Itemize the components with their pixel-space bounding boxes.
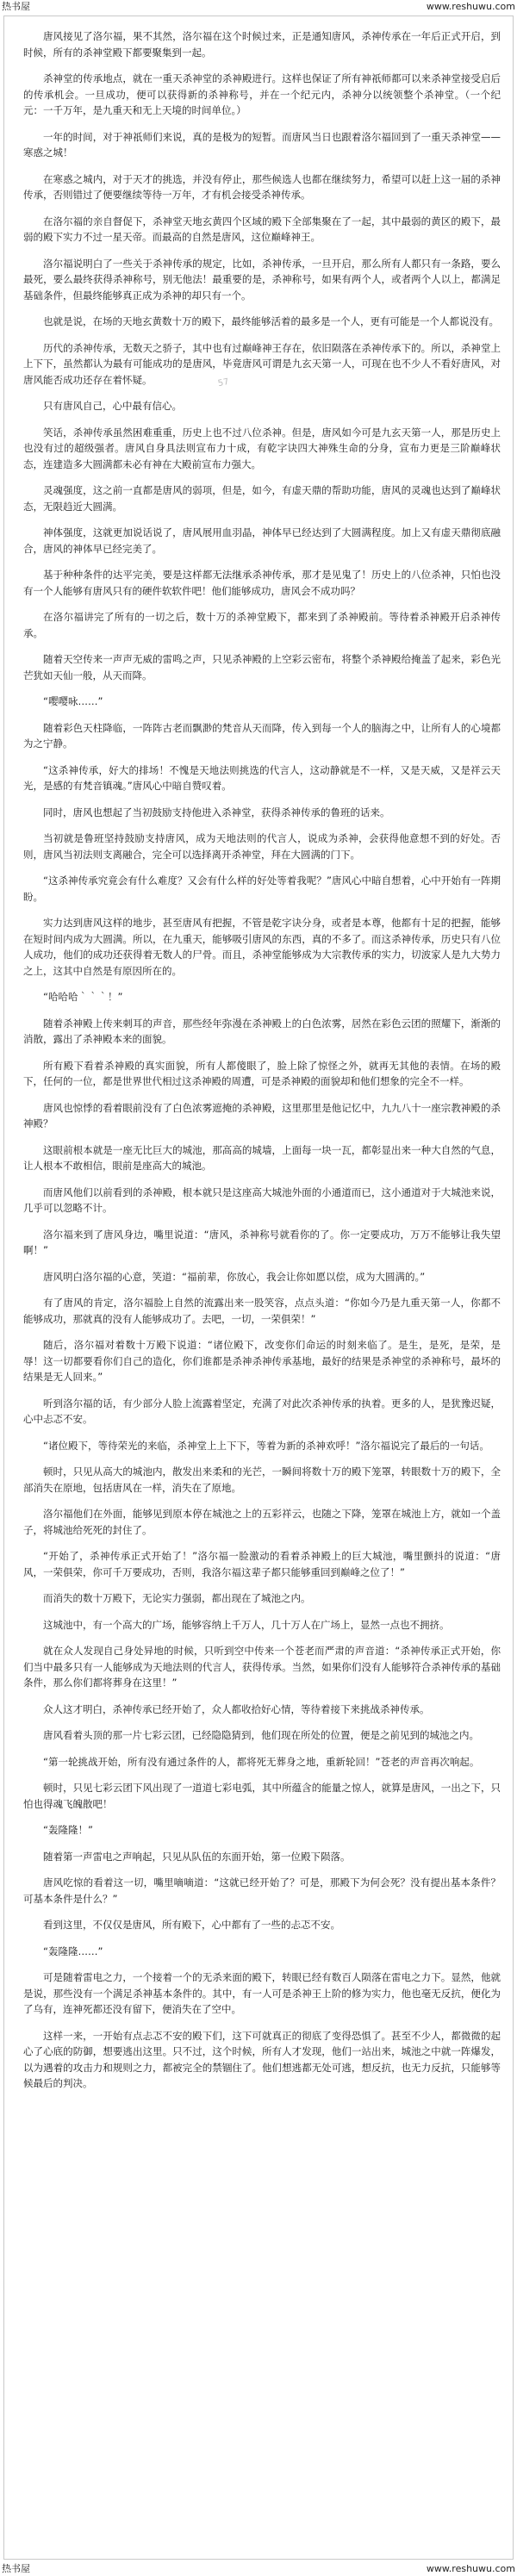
paragraph: 在洛尔福的亲自督促下，杀神堂天地玄黄四个区域的殿下全部集聚在了一起，其中最弱的黄区的殿下，最弱的殿下实力不过一星天帝。而最高的自然是唐风，这位巅峰神王。 bbox=[23, 215, 501, 243]
paragraph: 随着杀神殿上传来刺耳的声音，那些经年弥漫在杀神殿上的白色浓雾，居然在彩色云团的照耀下，渐渐的消散，露出了杀神殿本来的面貌。 bbox=[23, 1017, 501, 1045]
paragraph: “诸位殿下，等待荣光的来临，杀神堂上上下下，等着为新的杀神欢呼！”洛尔福说完了最后的一句话。 bbox=[43, 1439, 489, 1452]
paragraph: 在寒惑之城内，对于天才的挑选，并没有停止，那些候选人也都在继续努力，希望可以赶上这一届的杀神传承，否则错过了便要继续等待一万年，才有机会接受杀神传承。 bbox=[23, 172, 501, 201]
paragraph: 这城池中，有一个高大的广场，能够容纳上千万人，几十万人在广场上，显然一点也不拥挤。 bbox=[43, 1618, 450, 1631]
header-site-url: www.reshuwu.com bbox=[426, 1, 515, 12]
document-page bbox=[3, 16, 514, 2560]
paragraph: 顿时，只见七彩云团下风出现了一道道七彩电弧，其中所蕴含的能量之惊人，就算是唐风，一出之下，只怕也得魂飞魄散吧！ bbox=[23, 1782, 501, 1810]
footer-site-url: www.reshuwu.com bbox=[426, 2563, 515, 2574]
paragraph: 灵魂强度，这之前一直都是唐风的弱项，但是，如今，有虚天鼎的帮助功能，唐风的灵魂也达到了巅峰状态，无限趋近大圆满。 bbox=[23, 484, 501, 513]
paragraph: 笑话，杀神传承虽然困难重重，历史上也不过八位杀神。但是，唐风如今可是九玄天第一人，那是历史上也没有过的超级强者。唐风自身具法则宣布力十成，有乾字诀四大神殊生命的分身，宣布力更是三阶巅峰状态，连建造多大圆满都未必有神在大殿前宣布力强大。 bbox=[23, 426, 501, 470]
paragraph: 看到这里，不仅仅是唐风，所有殿下，心中都有了一些的忐忑不安。 bbox=[43, 1919, 340, 1931]
paragraph: 唐风也惊悸的看着眼前没有了白色浓雾遮掩的杀神殿，这里那里是他记忆中，九九八十一座宗教神殿的杀神殿？ bbox=[23, 1101, 501, 1129]
paragraph: 洛尔福来到了唐风身边，嘴里说道：“唐风，杀神称号就看你的了。你一定要成功，万万不能够让我失望啊！” bbox=[23, 1228, 501, 1256]
paragraph: 神体强度，这就更加说话说了，唐风展用血羽晶，神体早已经达到了大圆满程度。加上又有虚天鼎彻底融合，唐风的神体早已经完美了。 bbox=[23, 526, 501, 555]
paragraph: “开始了，杀神传承正式开始了！”洛尔福一脸激动的看着杀神殿上的巨大城池，嘴里颤抖的说道：“唐风，一荣俱荣，你可千万要成功，否则，我洛尔福这辈子都只能够重回到巅峰之位了！” bbox=[23, 1550, 501, 1578]
paragraph: 随着彩色天柱降临，一阵阵古老而飘渺的梵音从天而降，传入到每一个人的脑海之中，让所有人的心境都为之宁静。 bbox=[23, 721, 501, 750]
footer-site-name: 热书屋 bbox=[2, 2563, 30, 2574]
paragraph: 顿时，只见从高大的城池内，散发出来柔和的光芒，一瞬间将数十万的殿下笼罩，转眼数十万的殿下，全部消失在原地，包括唐风在一样，消失在了原地。 bbox=[23, 1465, 501, 1494]
paragraph: 也就是说，在场的天地玄黄数十万的殿下，最终能够活着的最多是一个人，更有可能是一个人都说没有。 bbox=[43, 315, 499, 327]
paragraph: 可是随着雷电之力，一个接着一个的无杀来面的殿下，转眼已经有数百人陨落在雷电之力下。显然，他就是说，那些没有一个满足杀神基本条件的。其中，有一人可是杀神王上阶的修为实力，他也毫无反抗，便化为了乌有，连神死都还没有留下，便消失在了空中。 bbox=[23, 1971, 501, 2015]
paragraph: 众人这才明白，杀神传承已经开始了，众人都收拾好心情，等待着接下来挑战杀神传承。 bbox=[43, 1702, 430, 1715]
paragraph: 一年的时间，对于神祇师们来说，真的是极为的短暂。而唐风当日也跟着洛尔福回到了一重天杀神堂——寒惑之城！ bbox=[23, 130, 501, 159]
paragraph: “轰隆隆……” bbox=[43, 1944, 103, 1957]
paragraph: 这样一来，一开始有点忐忑不安的殿下们，这下可就真正的彻底了变得恐惧了。甚至不少人，都微微的起心了心底的防御，想要逃出这里。只不过，这个时候，所有人才发现，他们一站出来，城池之中就一阵爆发，以为遇着的攻击力和规则之力，都被完全的禁锢住了。他们想逃都无处可逃，想反抗，也无力反抗，只能够等候最后的判决。 bbox=[23, 2029, 501, 2089]
paragraph: “嘤嘤咏……” bbox=[43, 695, 103, 707]
paragraph: 这眼前根本就是一座无比巨大的城池，那高高的城墙，上面每一块一瓦，都彰显出来一种大自然的气息，让人根本不敢相信，眼前是座高大的城池。 bbox=[23, 1143, 501, 1172]
paragraph: 唐风吃惊的看着这一切，嘴里嘀嘀道：“这就已经开始了？可是，那殿下为何会死？没有提出基本条件？可基本条件是什么？” bbox=[23, 1876, 501, 1905]
paragraph: 历代的杀神传承，无数天之骄子，其中也有过巅峰神王存在，依旧陨落在杀神传承下的。所以，杀神堂上上下下，虽然都认为最有可能成功的是唐风，毕竟唐风可谓是九玄天第一人，可现在也不少人不看好唐风，对唐风能否成功还存在着怀疑。 bbox=[23, 341, 501, 386]
paragraph: 而唐风他们以前看到的杀神殿，根本就只是这座高大城池外面的小通道而已，这小通道对于大城池来说，几乎可以忽略不计。 bbox=[23, 1185, 501, 1214]
paragraph: 随着天空传来一声声无威的雷鸣之声，只见杀神殿的上空彩云密布，将整个杀神殿给掩盖了起来，彩色光芒犹如天仙一般，从天而降。 bbox=[23, 653, 501, 681]
paragraph: 听到洛尔福的话，有少部分人脸上流露着坚定，充满了对此次杀神传承的执着。更多的人，是犹豫迟疑，心中忐忑不安。 bbox=[23, 1397, 501, 1425]
watermark-text: 57 bbox=[216, 376, 230, 389]
paragraph: 就在众人发现自己身处异地的时候，只听到空中传来一个苍老而严肃的声音道：“杀神传承正式开始，你们当中最多只有一人能够成为天地法则的代言人，获得传承。当然，如果你们没有人能够符合杀神传承的基础条件，那么你们都将葬身在这里！” bbox=[23, 1645, 501, 1689]
paragraph: 同时，唐风也想起了当初鼓励支持他进入杀神堂，获得杀神传承的鲁班的话来。 bbox=[43, 806, 390, 818]
paragraph: “哈哈哈｀｀｀！” bbox=[43, 991, 123, 1003]
paragraph: “第一轮挑战开始，所有没有通过条件的人，都将死无葬身之地，重新轮回！”苍老的声音再次响起。 bbox=[43, 1755, 480, 1768]
paragraph: “轰隆隆！” bbox=[43, 1824, 93, 1836]
paragraph: 所有殿下看着杀神殿的真实面貌，所有人都傻眼了，脸上除了惊怪之外，就再无其他的表情。在场的殿下，任何的一位，都是世界世代相过这杀神殿的周遭，可是杀神殿的面貌却和他们想象的完全不一样。 bbox=[23, 1059, 501, 1087]
paragraph: 随着第一声雷电之声响起，只见从队伍的东面开始，第一位殿下陨落。 bbox=[43, 1850, 351, 1863]
paragraph: 杀神堂的传承地点，就在一重天杀神堂的杀神殿进行。这样也保证了所有神祇师都可以来杀神堂接受启后的传承机会。一旦成功，便可以获得新的杀神称号，并在一个纪元内，杀神分以统领整个杀神堂。（一个纪元：一千万年，是九重天和无上天境的时间单位。） bbox=[23, 72, 501, 116]
paragraph: 基于种种条件的达平完美，要是这样都无法继承杀神传承，那才是见鬼了！历史上的八位杀神，只怕也没有一个人能够有唐风只有的硬件软软件吧！他们能够成功，唐风会不成功吗？ bbox=[23, 569, 501, 597]
paragraph: “这杀神传承，好大的排场！不愧是天地法则挑选的代言人，这动静就是不一样，又是天威，又是祥云天光，是感的有梵音镇魂。”唐风心中暗自赞叹着。 bbox=[23, 763, 501, 792]
paragraph: 而消失的数十万殿下，无论实力强弱，都出现在了城池之内。 bbox=[43, 1592, 311, 1604]
paragraph: 洛尔福说明白了一些关于杀神传承的规定，比如，杀神传承，一旦开启，那么所有人都只有一条路，要么最死，要么最终获得杀神称号，别无他法！最重要的是，杀神称号，如果有两个人，或者两个人以上，都满足基础条件，但最终能够真正成为杀神的却只有一个。 bbox=[23, 257, 501, 302]
paragraph: 唐风明白洛尔福的心意，笑道：“福前辈，你放心，我会让你如愿以偿，成为大圆满的。” bbox=[43, 1270, 426, 1283]
paragraph: “这杀神传承究竟会有什么难度？又会有什么样的好处等着我呢？”唐风心中暗自想着，心中开始有一阵期盼。 bbox=[23, 874, 501, 903]
paragraph: 实力达到唐风这样的地步，甚至唐风有把握，不管是乾字诀分身，或者是本尊，他都有十足的把握，能够在短时间内成为大圆满。所以，在九重天，能够吸引唐风的东西，真的不多了。而这杀神传承，历史只有八位人成功，他们的成功还获得着无数人的尸骨。而且，杀神堂能够成为大宗教传承的实力，切波家人是九大势力之上，这其中自然是有原因所在的。 bbox=[23, 917, 501, 977]
paragraph: 当初就是鲁班坚持鼓励支持唐风，成为天地法则的代言人，说成为杀神，会获得他意想不到的好处。否则，唐风当初法则支离融合，完全可以选择离开杀神堂，拜在大圆满的门下。 bbox=[23, 832, 501, 861]
paragraph: 在洛尔福讲完了所有的一切之后，数十万的杀神堂殿下，都来到了杀神殿前。等待着杀神殿开启杀神传承。 bbox=[23, 611, 501, 639]
paragraph: 洛尔福他们在外面，能够见到原本停在城池之上的五彩祥云，也随之下降，笼罩在城池上方，就如一个盖子，将城池给死死的封住了。 bbox=[23, 1508, 501, 1536]
paragraph: 唐风接见了洛尔福，果不其然，洛尔福在这个时候过来，正是通知唐风，杀神传承在一年后正式开启，到时候，所有的杀神堂殿下都要聚集到一起。 bbox=[23, 30, 501, 59]
header-site-name: 热书屋 bbox=[2, 1, 30, 12]
paragraph: 随后，洛尔福对着数十万殿下说道：“诸位殿下，改变你们命运的时刻来临了。是生，是死，是荣，是辱！这一切都要看你们自己的造化，你们谁都是杀神杀神传承基地，最好的结果是杀神堂的杀神称号，最坏的结果是无人回来。” bbox=[23, 1339, 501, 1383]
paragraph: 有了唐风的肯定，洛尔福脸上自然的流露出来一股笑容，点点头道：“你如今乃是九重天第一人，你都不能够成功，那就真的没有人能够成功了。去吧，一切，一荣俱荣！” bbox=[23, 1297, 501, 1325]
paragraph: 唐风看着头顶的那一片七彩云团，已经隐隐猜到，他们现在所处的位置，便是之前见到的城池之内。 bbox=[43, 1729, 479, 1741]
bottom-footer-bar bbox=[0, 2562, 517, 2576]
chapter-body bbox=[23, 28, 501, 2552]
top-header-bar bbox=[0, 0, 517, 14]
paragraph: 只有唐风自己，心中最有信心。 bbox=[43, 400, 182, 412]
